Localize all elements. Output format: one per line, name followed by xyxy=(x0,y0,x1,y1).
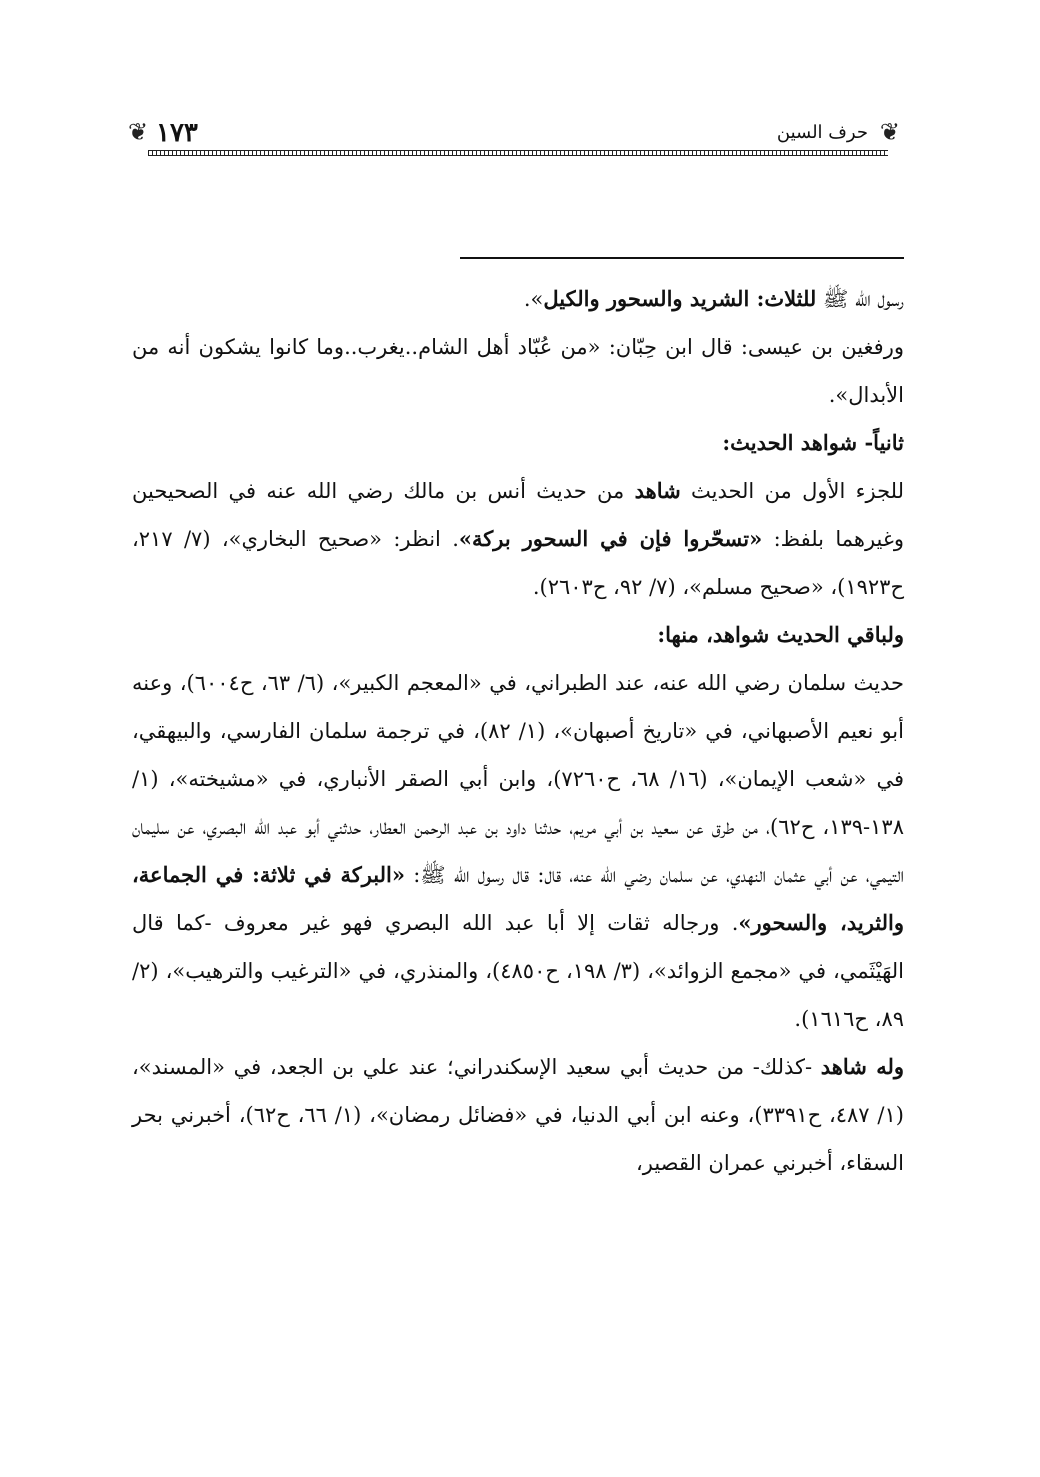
text-run: من حديث أنس بن مالك رضي الله عنه في الصحيحين وغيرهما بلفظ: xyxy=(132,479,904,551)
paragraph xyxy=(132,1043,904,1187)
bold-text: ثانياً- شواهد الحديث: xyxy=(722,430,904,455)
section-heading xyxy=(132,419,904,467)
bold-text: «تسحّروا فإن في السحور بركة» xyxy=(458,526,763,551)
paragraph xyxy=(132,323,904,419)
section-heading xyxy=(132,611,904,659)
page-number: ١٧٣ xyxy=(156,118,198,148)
header-divider xyxy=(148,150,888,156)
text-run: ورفغين بن عيسى: قال ابن حِبّان: «من عُبّاد أهل الشام..يغرب..وما كانوا يشكون أنه من الأبدال». xyxy=(132,335,904,407)
bold-text: للثلاث: الشريد والسحور والكيل xyxy=(543,286,817,311)
bold-text: «البركة في ثلاثة: في الجماعة، والثريد، والسحور» xyxy=(132,862,904,935)
text-run: للجزء الأول من الحديث xyxy=(680,479,904,503)
ornament-icon: ❦ xyxy=(128,118,149,146)
footnote-body xyxy=(132,275,904,1187)
bold-text: وله شاهد xyxy=(820,1054,904,1079)
page-header xyxy=(128,112,908,160)
text-run: ». xyxy=(523,287,544,311)
text-run: حديث سلمان رضي الله عنه، عند الطبراني، في «المعجم الكبير»، (٦/ ٦٣، ح٦٠٠٤)، وعنه أبو نعيم الأصبهاني، في «تاريخ أصبهان»، (١/ ٨٢)، في ترجمة سلمان الفارسي، والبيهقي، في «شعب الإيمان»، (١٦/ ٦٨، ح٧٢٦٠)، وابن أبي الصقر الأنباري، في «مشيخته»، (١/ ١٣٨-١٣٩، ح٦٢)، من طرق عن سعيد بن أبي مريم، حدثنا داود بن عبد الرحمن العطار، حدثني أبو عبد الله البصري، عن سليمان التيمي، عن أبي عثمان النهدي، عن سلمان رضي الله عنه، قال: قال رسول الله ﷺ: xyxy=(132,671,905,887)
footnote-separator xyxy=(460,257,904,259)
bold-text: ولباقي الحديث شواهد، منها: xyxy=(657,622,904,647)
chapter-title: حرف السين xyxy=(776,122,868,143)
bold-text: شاهد xyxy=(634,478,681,503)
text-run: . ورجاله ثقات إلا أبا عبد الله البصري فهو غير معروف -كما قال الهَيْثَمي، في «مجمع الزوائد»، (٣/ ١٩٨، ح٤٨٥٠)، والمنذري، في «الترغيب والترهيب»، (٢/ ٨٩، ح١٦١٦). xyxy=(132,911,904,1031)
text-run: رسول الله ﷺ xyxy=(816,287,904,311)
paragraph xyxy=(132,275,904,323)
ornament-icon: ❦ xyxy=(879,118,900,146)
text-run: . انظر: «صحيح البخاري»، (٧/ ٢١٧، ح١٩٢٣)، «صحيح مسلم»، (٧/ ٩٢، ح٢٦٠٣). xyxy=(132,527,904,599)
text-run: -كذلك- من حديث أبي سعيد الإسكندراني؛ عند علي بن الجعد، في «المسند»، (١/ ٤٨٧، ح٣٣٩١)، وعنه ابن أبي الدنيا، في «فضائل رمضان»، (١/ ٦٦، ح٦٢)، أخبرني بحر السقاء، أخبرني عمران القصير، xyxy=(132,1055,904,1175)
paragraph xyxy=(132,467,904,611)
paragraph xyxy=(132,659,904,1043)
